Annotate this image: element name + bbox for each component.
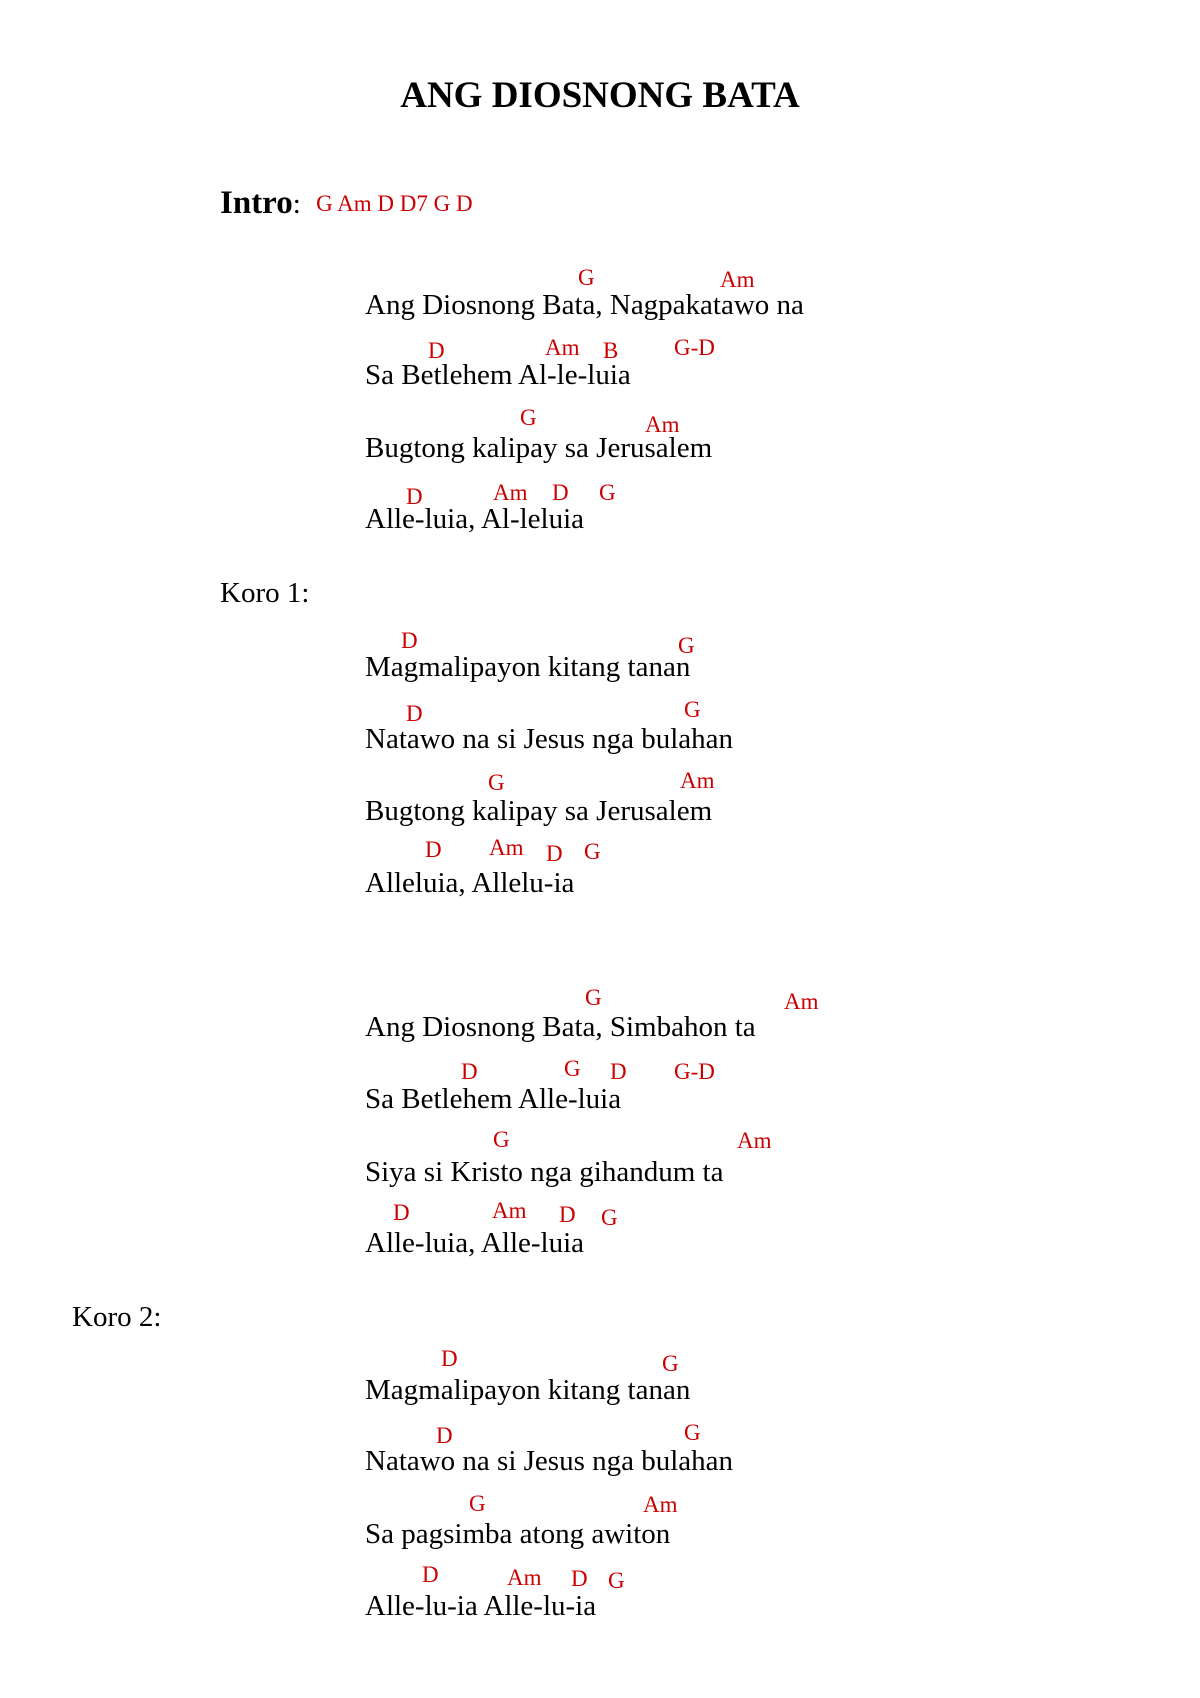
chord: Am	[493, 480, 528, 505]
chord: G	[564, 1056, 581, 1081]
lyric-line: Ang Diosnong Bata, Simbahon ta	[365, 1011, 756, 1043]
chord: D	[393, 1200, 410, 1225]
chord: G	[684, 697, 701, 722]
chord: Am	[737, 1128, 772, 1153]
lyric-line: Magmalipayon kitang tanan	[365, 651, 691, 683]
lyric-line: Magmalipayon kitang tanan	[365, 1374, 691, 1406]
chord: G	[678, 633, 695, 658]
chord: D	[406, 701, 423, 726]
chord: Am	[784, 989, 819, 1014]
chord: D	[425, 837, 442, 862]
lyric-line: Sa pagsimba atong awiton	[365, 1518, 671, 1550]
chord: G-D	[674, 335, 715, 360]
chord: G	[488, 770, 505, 795]
intro-section	[220, 185, 473, 221]
chord: G	[608, 1568, 625, 1593]
lyric-line: Alle-luia, Alle-luia	[365, 1227, 585, 1259]
chord: G	[584, 839, 601, 864]
chord: D	[401, 628, 418, 653]
lyric-line: Natawo na si Jesus nga bulahan	[365, 723, 734, 755]
chord: G	[585, 985, 602, 1010]
koro1-label: Koro 1:	[220, 577, 310, 609]
chord: D	[571, 1566, 588, 1591]
chord: D	[406, 484, 423, 509]
lyric-line: Alleluia, Allelu-ia	[365, 867, 575, 899]
chord: D	[610, 1059, 627, 1084]
chord: G	[599, 480, 616, 505]
chord: Am	[720, 267, 755, 292]
koro2-label: Koro 2:	[72, 1301, 162, 1333]
chord: G	[493, 1127, 510, 1152]
intro-colon: :	[292, 188, 301, 220]
chord: Am	[489, 835, 524, 860]
chord: Am	[492, 1198, 527, 1223]
chord: D	[422, 1562, 439, 1587]
chord: G	[684, 1420, 701, 1445]
lyric-line: Siya si Kristo nga gihandum ta	[365, 1156, 724, 1188]
lyric-line: Ang Diosnong Bata, Nagpakatawo na	[365, 289, 804, 321]
lyric-line: Alle-lu-ia Alle-lu-ia	[365, 1590, 597, 1622]
chord: G-D	[674, 1059, 715, 1084]
lyric-line: Sa Betlehem Alle-luia	[365, 1083, 622, 1115]
lyric-line: Bugtong kalipay sa Jerusalem	[365, 432, 713, 464]
chord: Am	[507, 1565, 542, 1590]
intro-label: Intro	[220, 185, 293, 221]
lyric-line: Alle-luia, Al-leluia	[365, 503, 585, 535]
chord: G	[520, 405, 537, 430]
chord: D	[546, 841, 563, 866]
chord: G	[578, 265, 595, 290]
chord: D	[559, 1202, 576, 1227]
chord: Am	[680, 768, 715, 793]
chord: D	[436, 1423, 453, 1448]
chord: G	[662, 1351, 679, 1376]
song-title: ANG DIOSNONG BATA	[400, 75, 800, 116]
chord: Am	[545, 335, 580, 360]
chord: B	[603, 338, 619, 363]
chord: D	[441, 1346, 458, 1371]
lyric-line: Sa Betlehem Al-le-luia	[365, 359, 631, 391]
lyric-line: Bugtong kalipay sa Jerusalem	[365, 795, 713, 827]
intro-chords: G Am D D7 G D	[316, 191, 473, 216]
chord: D	[461, 1059, 478, 1084]
chord: D	[428, 338, 445, 363]
lyric-line: Natawo na si Jesus nga bulahan	[365, 1445, 734, 1477]
chord: Am	[643, 1492, 678, 1517]
chord: G	[601, 1205, 618, 1230]
chord: G	[469, 1491, 486, 1516]
chord: Am	[645, 412, 680, 437]
chord: D	[552, 480, 569, 505]
